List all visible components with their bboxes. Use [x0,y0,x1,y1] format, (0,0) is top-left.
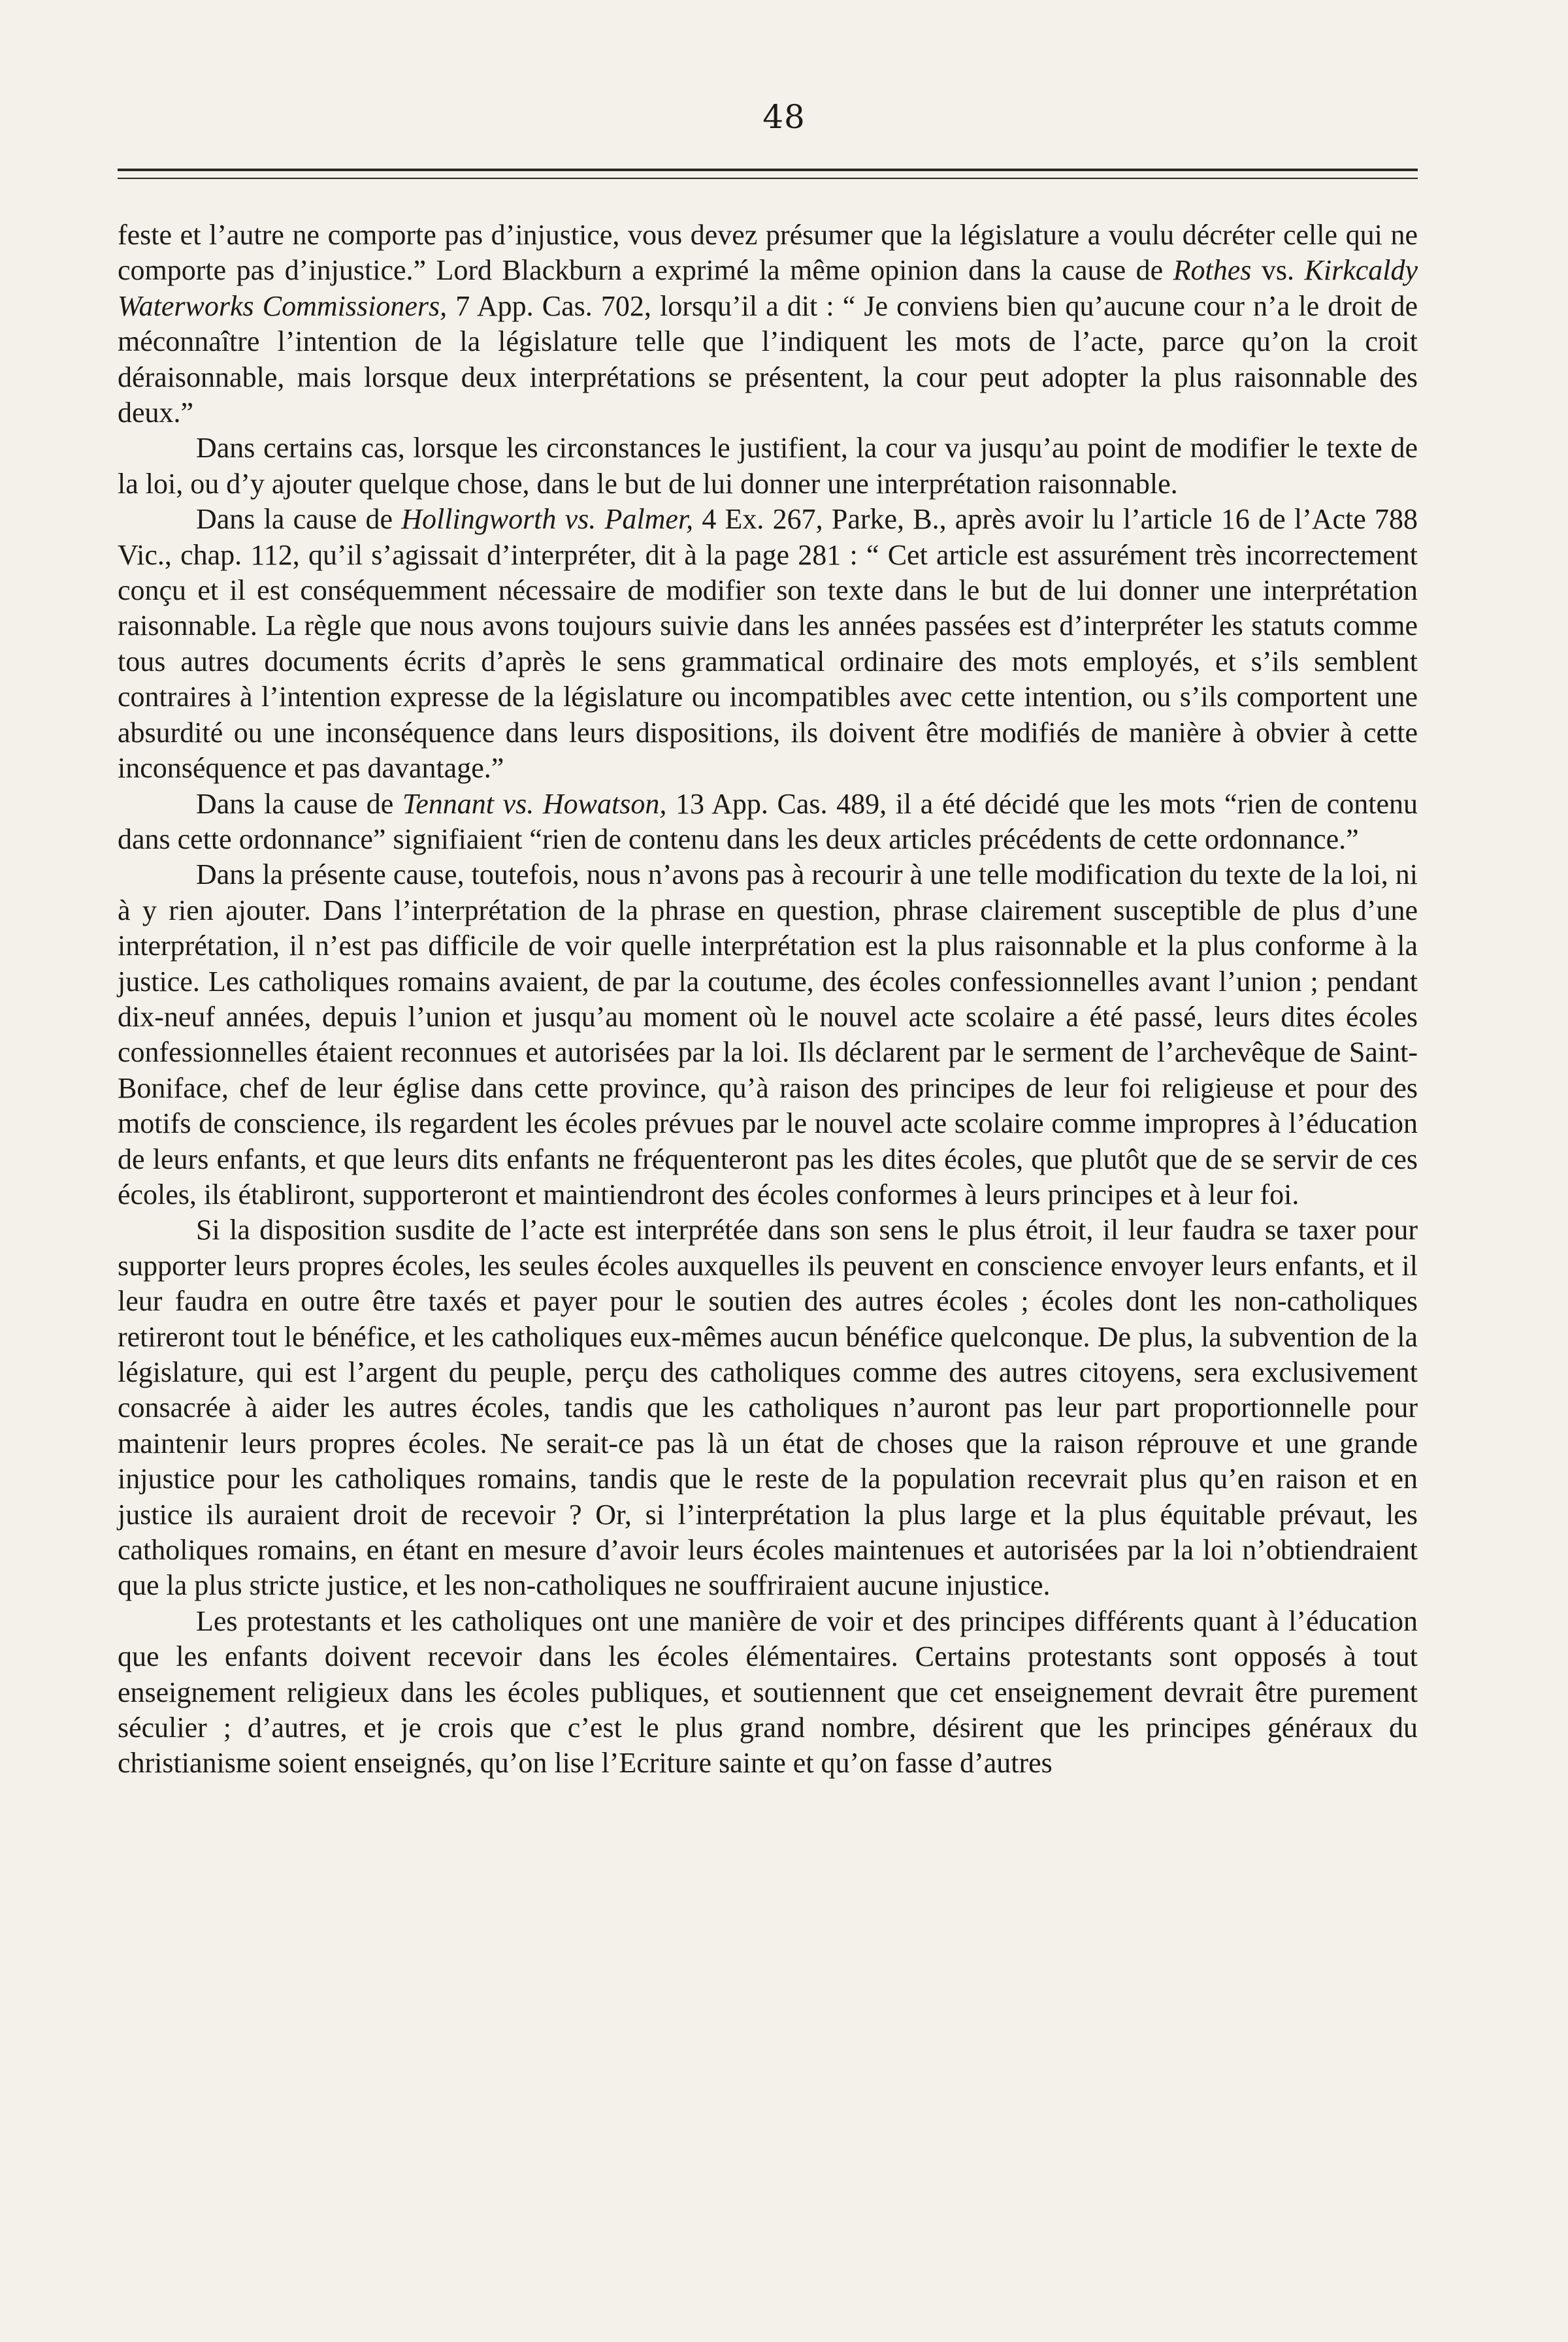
body-text [118,218,1418,1781]
text-run: Si la disposition susdite de l’acte est interprétée dans son sens le plus étroit, il leur faudra se taxer pour supporter leurs propres écoles, les seules écoles auxquelles ils peuvent en conscience envoyer leurs enfants, et il leur faudra en outre être taxés et payer pour le soutien des autres écoles ; écoles dont les non-catholiques retireront tout le bénéfice, et les catholiques eux-mêmes aucun bénéfice quelconque. De plus, la subvention de la législature, qui est l’argent du peuple, perçu des catholiques comme des autres citoyens, sera exclusivement consacrée à aider les autres écoles, tandis que les catholiques n’auront pas leur part proportionnelle pour maintenir leurs propres écoles. Ne serait-ce pas là un état de choses que la raison réprouve et une grande injustice pour les catholiques romains, tandis que le reste de la population recevrait plus qu’en raison et en justice ils auraient droit de recevoir ? Or, si l’interprétation la plus large et la plus équitable prévaut, les catholiques romains, en étant en mesure d’avoir leurs écoles maintenues et autorisées par la loi n’obtiendraient que la plus stricte justice, et les non-catholiques ne souffriraient aucune injustice. [118,1214,1418,1602]
text-run: Dans la cause de [196,503,402,536]
paragraph [118,218,1418,431]
text-run: Dans la cause de [196,787,402,820]
paragraph [118,431,1418,502]
text-run: vs. [1251,254,1305,287]
text-run: 4 Ex. 267, Parke, B., après avoir lu l’article 16 de l’Acte 788 Vic., chap. 112, qu’il s’agissait d’interpréter, dit à la page 281 : “ Cet article est assurément très incorrectement conçu et il est conséquemment nécessaire de modifier son texte dans le but de lui donner une interprétation raisonnable. La règle que nous avons toujours suivie dans les années passées est d’interpréter les statuts comme tous autres documents écrits d’après le sens grammatical ordinaire des mots employés, et s’ils semblent contraires à l’intention expresse de la législature ou incompatibles avec cette intention, ou s’ils comportent une absurdité ou une inconséquence dans leurs dispositions, ils doivent être modifiés de manière à obvier à cette inconséquence et pas davantage.” [118,503,1418,785]
text-run: Dans certains cas, lorsque les circonstances le justifient, la cour va jusqu’au point de modifier le texte de la loi, ou d’y ajouter quelque chose, dans le but de lui donner une interprétation raisonnable. [118,432,1418,500]
page-number: 48 [762,98,806,136]
header-rule-top [118,169,1418,171]
case-name: Kirkcaldy Waterworks Commissioners, [118,254,1418,322]
text-run: Dans la présente cause, toutefois, nous n’avons pas à recourir à une telle modification du texte de la loi, ni à y rien ajouter. Dans l’interprétation de la phrase en question, phrase clairement susceptible de plus d’une interprétation, il n’est pas difficile de voir quelle interprétation est la plus raisonnable et la plus conforme à la justice. Les catholiques romains avaient, de par la coutume, des écoles confessionnelles avant l’union ; pendant dix-neuf années, depuis l’union et jusqu’au moment où le nouvel acte scolaire a été passé, leurs dites écoles confessionnelles étaient reconnues et autorisées par la loi. Ils déclarent par le serment de l’archevêque de Saint-Boniface, chef de leur église dans cette province, qu’à raison des principes de leur foi religieuse et pour des motifs de conscience, ils regardent les écoles prévues par le nouvel acte scolaire comme impropres à l’éducation de leurs enfants, et que leurs dits enfants ne fréquenteront pas les dites écoles, que plutôt que de se servir de ces écoles, ils établiront, supporteront et maintiendront des écoles conformes à leurs principes et à leur foi. [118,858,1418,1211]
header-rule-bottom [118,178,1418,179]
text-run: 13 App. Cas. 489, il a été décidé que les mots “rien de contenu dans cette ordonnance” signifiaient “rien de contenu dans les deux articles précédents de cette ordonnance.” [118,787,1418,855]
paragraph [118,502,1418,786]
case-name: Rothes [1173,254,1252,287]
paragraph [118,787,1418,858]
text-run: Les protestants et les catholiques ont une manière de voir et des principes différents quant à l’éducation que les enfants doivent recevoir dans les écoles élémentaires. Certains protestants sont opposés à tout enseignement religieux dans les écoles publiques, et soutiennent que cet enseignement devrait être purement séculier ; d’autres, et je crois que c’est le plus grand nombre, désirent que les principes généraux du christianisme soient enseignés, qu’on lise l’Ecriture sainte et qu’on fasse d’autres [118,1604,1418,1780]
paragraph [118,1212,1418,1603]
text-run: 7 App. Cas. 702, lorsqu’il a dit : “ Je conviens bien qu’aucune cour n’a le droit de méconnaître l’intention de la législature telle que l’indiquent les mots de l’acte, parce qu’on la croit déraisonnable, mais lorsque deux interprétations se présentent, la cour peut adopter la plus raisonnable des deux.” [118,289,1418,429]
case-name: Hollingworth vs. Palmer, [401,503,694,536]
paragraph [118,857,1418,1212]
text-run: feste et l’autre ne comporte pas d’injustice, vous devez présumer que la législature a voulu décréter celle qui ne comporte pas d’injustice.” Lord Blackburn a exprimé la même opinion dans la cause de [118,219,1418,287]
case-name: Tennant vs. Howatson, [402,787,667,820]
paragraph [118,1604,1418,1781]
